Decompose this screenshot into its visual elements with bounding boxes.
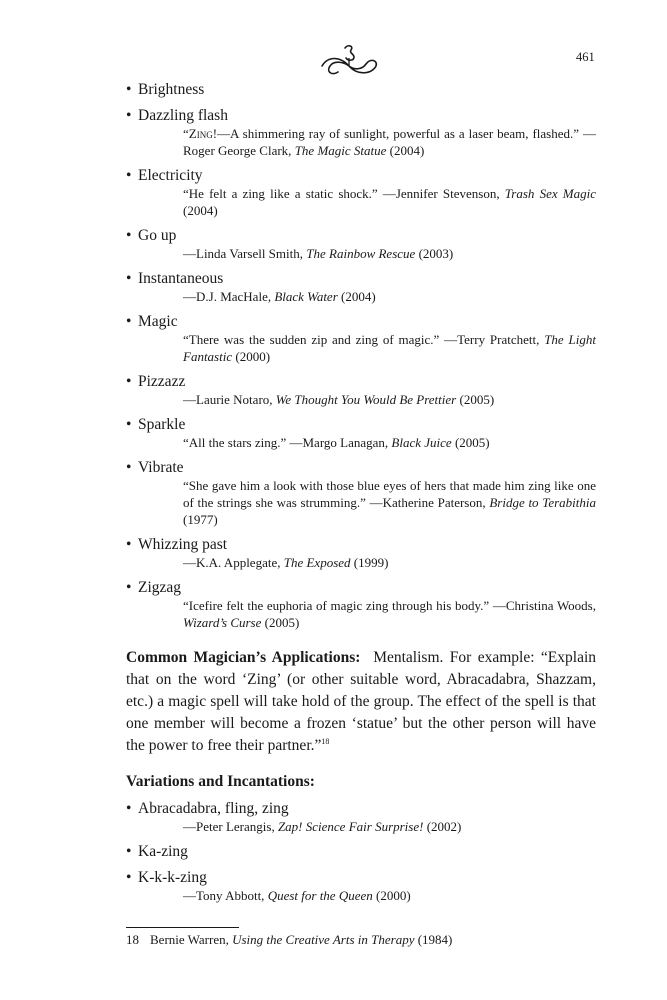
entry-term: • Sparkle [126,416,186,433]
list-item [126,578,596,631]
section-heading: Variations and Incantations: [126,773,315,790]
entry-term: • Zigzag [126,579,182,596]
list-item [126,868,596,904]
entry-term: • Abracadabra, fling, zing [126,800,289,817]
entry-quote: “Icefire felt the euphoria of magic zing through his body.” —Christina Woods, Wizard’s Curse (2005) [183,598,596,630]
main-content [126,80,596,911]
entry-quote: “Zing!—A shimmering ray of sunlight, powerful as a laser beam, flashed.” —Roger George Clark, The Magic Statue (2004) [183,126,596,158]
book-title: Trash Sex Magic [504,186,596,201]
entry-quote: “He felt a zing like a static shock.” —Jennifer Stevenson, Trash Sex Magic (2004) [183,186,596,218]
entry-term: • K-k-k-zing [126,869,207,886]
flourish-ornament-icon [318,40,380,78]
list-item [126,799,596,835]
entry-quote: “All the stars zing.” —Margo Lanagan, Black Juice (2005) [183,435,490,450]
list-item [126,106,596,159]
list-item [126,312,596,365]
book-title: Using the Creative Arts in Therapy [232,932,415,947]
book-title: We Thought You Would Be Prettier [275,392,457,407]
book-title: The Exposed [283,555,351,570]
footnote-number: 18 [126,932,139,947]
entry-term: • Vibrate [126,459,184,476]
entry-term: • Dazzling flash [126,107,228,124]
list-item [126,226,596,262]
book-title: The Rainbow Rescue [306,246,416,261]
footnote-divider [126,927,239,928]
entry-quote: “She gave him a look with those blue eyes of hers that made him zing like one of the strings she was strumming.” —Katherine Paterson, Bridge to Terabithia (1977) [183,478,596,527]
list-item [126,415,596,451]
entry-quote: —Tony Abbott, Quest for the Queen (2000) [183,888,411,903]
book-title: Bridge to Terabithia [489,495,596,510]
book-title: Zap! Science Fair Surprise! [277,819,424,834]
entry-quote: —Linda Varsell Smith, The Rainbow Rescue (2003) [183,246,454,261]
entry-term: • Go up [126,227,177,244]
entry-quote: —D.J. MacHale, Black Water (2004) [183,289,376,304]
book-title: Quest for the Queen [267,888,373,903]
entry-term: • Electricity [126,167,203,184]
book-title: Black Juice [391,435,452,450]
book-title: The Magic Statue [294,143,387,158]
entry-term: • Whizzing past [126,536,228,553]
entry-term: • Magic [126,313,178,330]
book-title: Wizard’s Curse [183,615,262,630]
entry-term: • Instantaneous [126,270,224,287]
list-item [126,842,596,861]
entry-quote: “There was the sudden zip and zing of magic.” —Terry Pratchett, The Light Fantastic (2000) [183,332,596,364]
footnote: 18 Bernie Warren, Using the Creative Arts in Therapy (1984) [126,932,453,947]
list-item [126,372,596,408]
list-item [126,458,596,528]
entry-term: • Ka-zing [126,843,188,860]
list-item [126,80,596,99]
page-number: 461 [576,50,595,64]
list-item [126,535,596,571]
entry-term: • Brightness [126,81,205,98]
book-title: The Light Fantastic [183,332,596,364]
applications-paragraph: Common Magician’s Applications: Mentalism. For example: “Explain that on the word ‘Zing’ (or other suitable word, Abracadabra, Shazzam, etc.) a magic spell will take hold of the group. The effect of the spell is that one member will become a frozen ‘statue’ but the other person will have the power to free their partner.”$^{18}$ [126,649,596,754]
footnote-ref[interactable]: 18 [321,736,330,746]
entry-quote: —Laurie Notaro, We Thought You Would Be Prettier (2005) [183,392,495,407]
entry-quote: —K.A. Applegate, The Exposed (1999) [183,555,389,570]
book-title: Black Water [274,289,338,304]
list-item [126,269,596,305]
list-item [126,166,596,219]
entry-term: • Pizzazz [126,373,186,390]
entry-quote: —Peter Lerangis, Zap! Science Fair Surprise! (2002) [183,819,462,834]
section-heading: Common Magician’s Applications: [126,649,361,666]
